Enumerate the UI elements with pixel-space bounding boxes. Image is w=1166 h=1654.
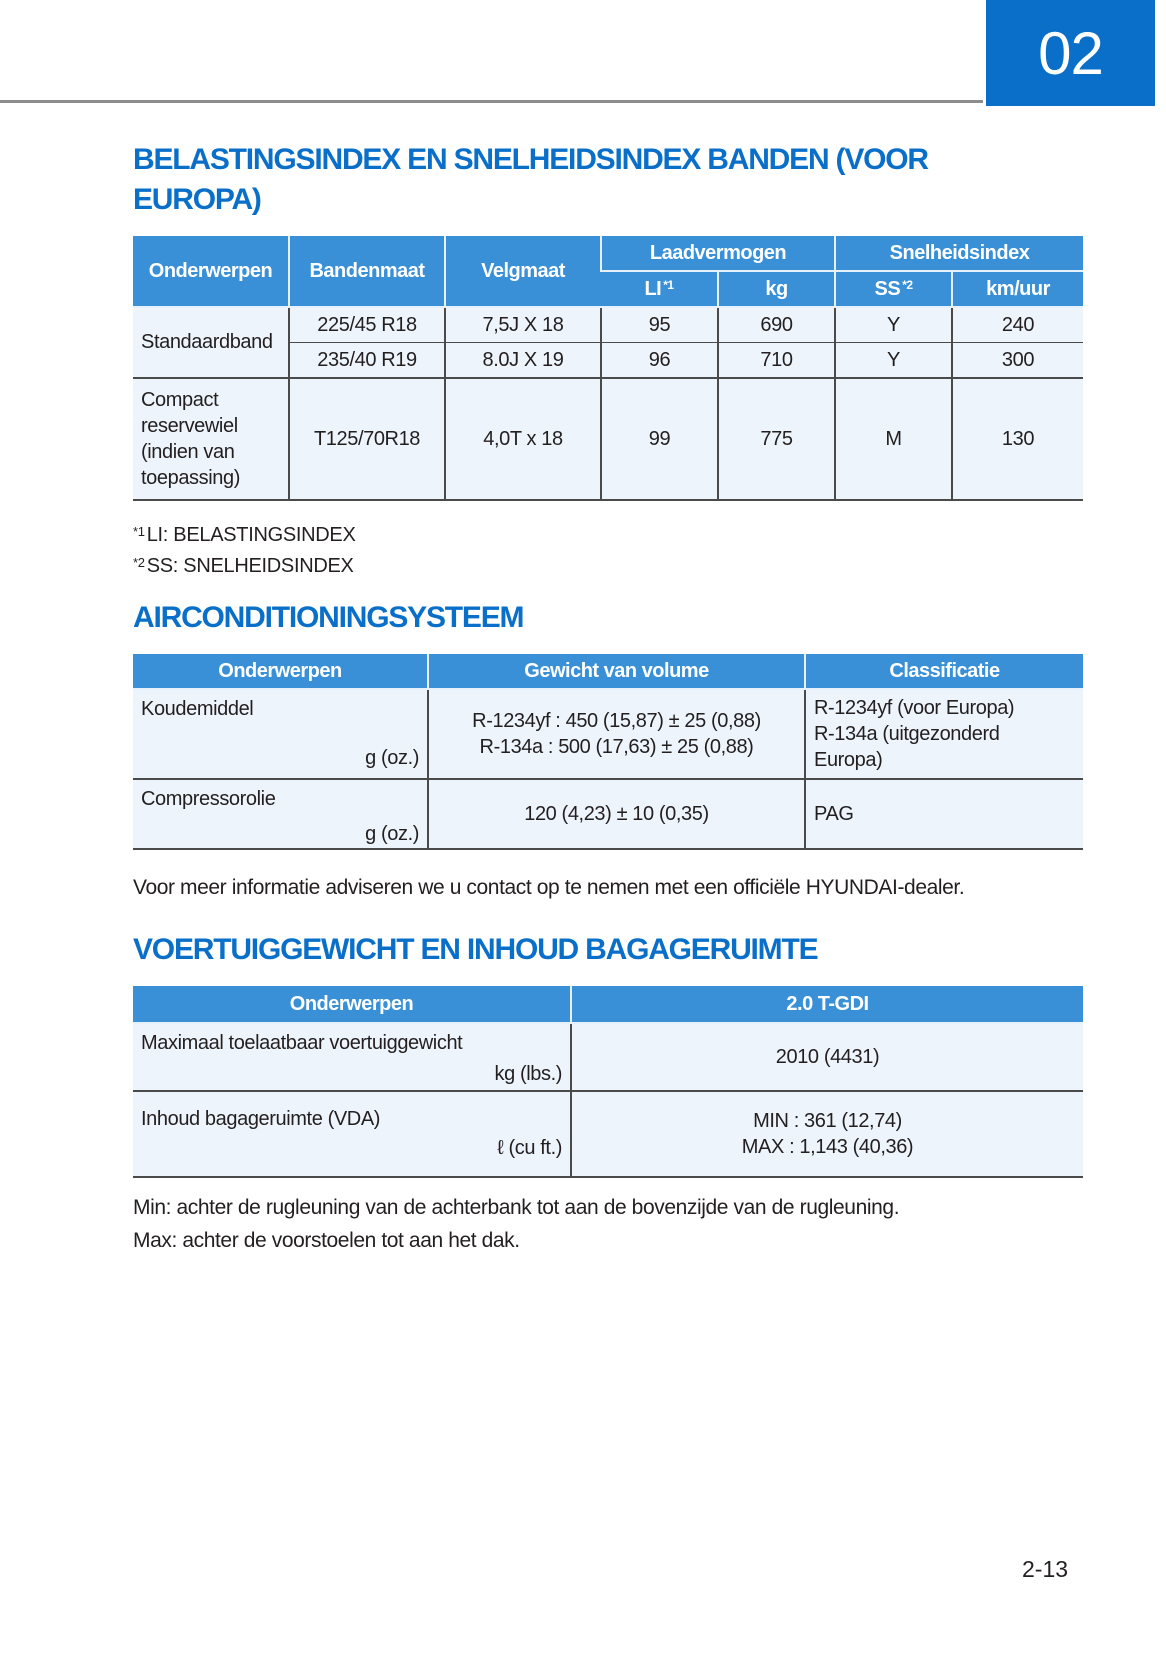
header-rim-size: Velgmaat bbox=[445, 236, 601, 307]
cell-rim-size: 7,5J X 18 bbox=[445, 307, 601, 343]
vehicle-weight-table bbox=[133, 986, 1083, 1178]
cell-ss: Y bbox=[835, 307, 952, 343]
table-row bbox=[133, 1023, 1083, 1091]
footnote-1: $^{*1}$ LI: BELASTINGSINDEX bbox=[133, 524, 356, 546]
header-engine: 2.0 T-GDI bbox=[571, 986, 1083, 1023]
cell-rim-size: 8.0J X 19 bbox=[445, 343, 601, 379]
header-speed-index: Snelheidsindex bbox=[835, 236, 1083, 271]
section-title-aircon: AIRCONDITIONINGSYSTEEM bbox=[133, 601, 524, 634]
table-row bbox=[133, 779, 1083, 849]
table-row bbox=[133, 307, 1083, 343]
header-rule bbox=[0, 100, 983, 103]
unit-label: g (oz.) bbox=[365, 747, 419, 769]
cell-max-weight-value: 2010 (4431) bbox=[571, 1023, 1083, 1091]
row-label-luggage-volume: Inhoud bagageruimte (VDA) ℓ (cu ft.) bbox=[133, 1091, 571, 1177]
footnote-2: $^{*2}$ SS: SNELHEIDSINDEX bbox=[133, 555, 354, 577]
cell-li: 99 bbox=[601, 378, 718, 500]
chapter-number: 02 bbox=[1038, 19, 1103, 87]
cell-luggage-volume-value: MIN : 361 (12,74) MAX : 1,143 (40,36) bbox=[571, 1091, 1083, 1177]
cell-li: 96 bbox=[601, 343, 718, 379]
cell-kmh: 240 bbox=[952, 307, 1083, 343]
luggage-note-min: Min: achter de rugleuning van de achterbank tot aan de bovenzijde van de rugleuning. bbox=[133, 1196, 900, 1219]
header-subject: Onderwerpen bbox=[133, 654, 428, 689]
unit-label: ℓ (cu ft.) bbox=[497, 1137, 562, 1159]
header-classification: Classificatie bbox=[805, 654, 1083, 689]
luggage-note-max: Max: achter de voorstoelen tot aan het dak. bbox=[133, 1229, 520, 1252]
cell-refrigerant-weight: R-1234yf : 450 (15,87) ± 25 (0,88) R-134a : 500 (17,63) ± 25 (0,88) bbox=[428, 689, 805, 779]
aircon-table bbox=[133, 654, 1083, 850]
cell-kg: 775 bbox=[718, 378, 835, 500]
cell-li: 95 bbox=[601, 307, 718, 343]
tire-footnotes bbox=[133, 518, 356, 580]
unit-label: kg (lbs.) bbox=[494, 1063, 562, 1085]
unit-label: g (oz.) bbox=[365, 823, 419, 845]
dealer-note: Voor meer informatie adviseren we u contact op te nemen met een officiële HYUNDAI-dealer. bbox=[133, 876, 965, 899]
aircon-section-heading bbox=[133, 598, 1083, 638]
header-kmh: km/uur bbox=[952, 271, 1083, 307]
header-subject: Onderwerpen bbox=[133, 986, 571, 1023]
cell-ss: Y bbox=[835, 343, 952, 379]
footnote-mark-1: *1 bbox=[663, 277, 674, 292]
header-subject: Onderwerpen bbox=[133, 236, 289, 307]
cell-kmh: 300 bbox=[952, 343, 1083, 379]
header-kg: kg bbox=[718, 271, 835, 307]
footnote-mark-2: *2 bbox=[902, 277, 913, 292]
header-ss: SS $^{*2}$ bbox=[835, 271, 952, 307]
cell-compressor-oil-weight: 120 (4,23) ± 10 (0,35) bbox=[428, 779, 805, 849]
section-title-weight: VOERTUIGGEWICHT EN INHOUD BAGAGERUIMTE bbox=[133, 933, 818, 966]
cell-ss: M bbox=[835, 378, 952, 500]
section-title-tires: BELASTINGSINDEX EN SNELHEIDSINDEX BANDEN (VOOR EUROPA) bbox=[133, 143, 928, 216]
cell-kg: 690 bbox=[718, 307, 835, 343]
row-label-compact-spare: Compact reservewiel (indien van toepassing) bbox=[133, 378, 289, 500]
cell-tire-size: T125/70R18 bbox=[289, 378, 445, 500]
tire-section-heading bbox=[133, 140, 1083, 220]
row-label-standard-tire: Standaardband bbox=[133, 307, 289, 378]
header-weight-volume: Gewicht van volume bbox=[428, 654, 805, 689]
row-label-max-weight: Maximaal toelaatbaar voertuiggewicht kg (lbs.) bbox=[133, 1023, 571, 1091]
cell-tire-size: 225/45 R18 bbox=[289, 307, 445, 343]
cell-kmh: 130 bbox=[952, 378, 1083, 500]
cell-refrigerant-classification: R-1234yf (voor Europa) R-134a (uitgezonderd Europa) bbox=[805, 689, 1083, 779]
cell-compressor-oil-classification: PAG bbox=[805, 779, 1083, 849]
row-label-refrigerant: Koudemiddel g (oz.) bbox=[133, 689, 428, 779]
table-row bbox=[133, 1091, 1083, 1177]
table-row bbox=[133, 689, 1083, 779]
weight-section-heading bbox=[133, 930, 1083, 970]
page-number: 2-13 bbox=[1022, 1556, 1069, 1582]
chapter-tab bbox=[986, 0, 1155, 106]
tire-index-table bbox=[133, 236, 1083, 501]
table-row bbox=[133, 378, 1083, 500]
cell-kg: 710 bbox=[718, 343, 835, 379]
cell-tire-size: 235/40 R19 bbox=[289, 343, 445, 379]
cell-rim-size: 4,0T x 18 bbox=[445, 378, 601, 500]
header-load-capacity: Laadvermogen bbox=[601, 236, 835, 271]
row-label-compressor-oil: Compressorolie g (oz.) bbox=[133, 779, 428, 849]
header-tire-size: Bandenmaat bbox=[289, 236, 445, 307]
header-li: LI $^{*1}$ bbox=[601, 271, 718, 307]
